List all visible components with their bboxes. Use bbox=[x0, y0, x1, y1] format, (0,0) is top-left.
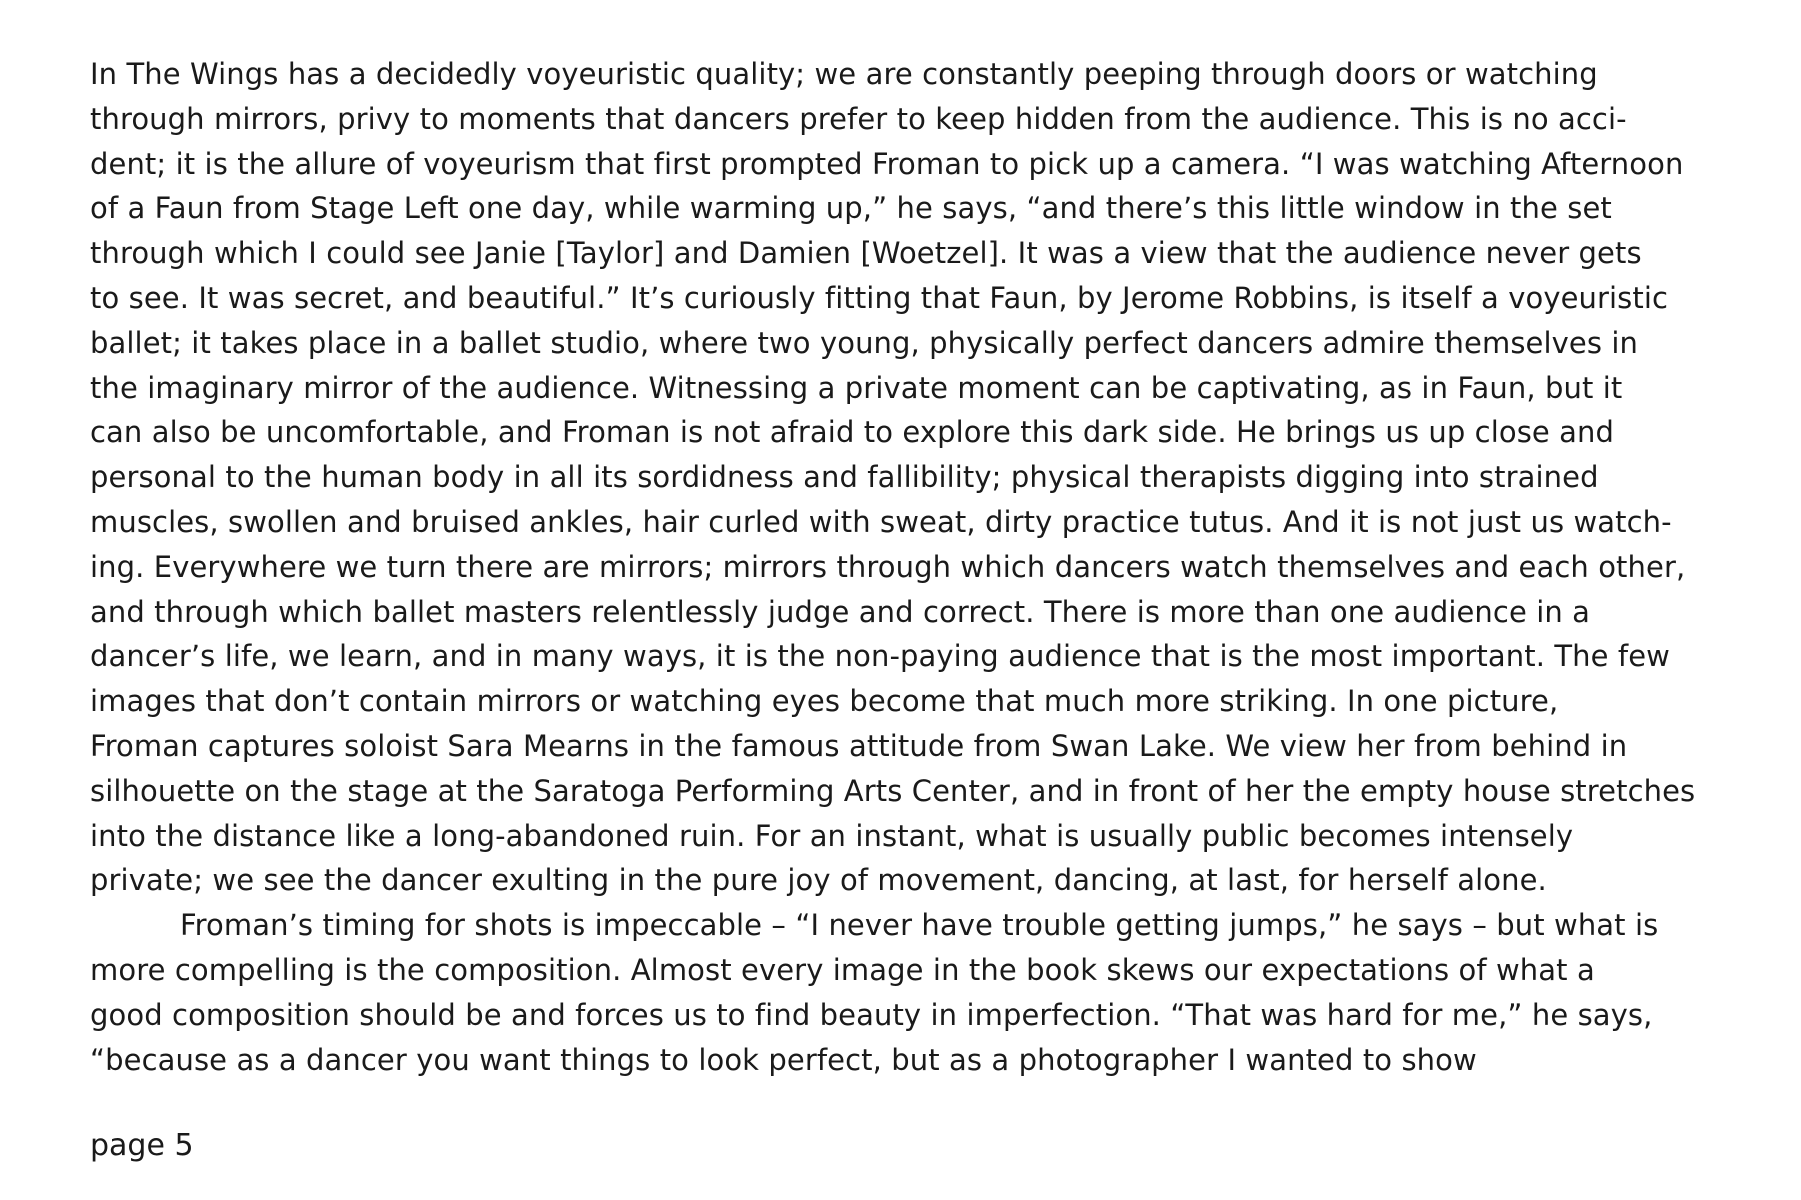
text-line: muscles, swollen and bruised ankles, hair curled with sweat, dirty practice tutus. And it is not just us watch- bbox=[90, 504, 1672, 539]
text-line: personal to the human body in all its sordidness and fallibility; physical therapists digging into strained bbox=[90, 460, 1599, 495]
text-line: In The Wings has a decidedly voyeuristic quality; we are constantly peeping through doors or watching bbox=[90, 57, 1598, 91]
text-line: through mirrors, privy to moments that dancers prefer to keep hidden from the audience. This is no acci- bbox=[90, 101, 1627, 136]
paragraph-start-line: Froman’s timing for shots is impeccable – “I never have trouble getting jumps,” he says – but what is bbox=[180, 908, 1659, 943]
text-line: the imaginary mirror of the audience. Witnessing a private moment can be captivating, as in Faun, but it bbox=[90, 370, 1623, 405]
page-number: page 5 bbox=[90, 1128, 194, 1163]
text-line: of a Faun from Stage Left one day, while warming up,” he says, “and there’s this little window in the set bbox=[90, 191, 1612, 226]
text-line: private; we see the dancer exulting in the pure joy of movement, dancing, at last, for herself alone. bbox=[90, 863, 1547, 898]
text-line: images that don’t contain mirrors or watching eyes become that much more striking. In one picture, bbox=[90, 684, 1559, 719]
text-line: can also be uncomfortable, and Froman is not afraid to explore this dark side. He brings us up close and bbox=[90, 415, 1615, 450]
text-line: through which I could see Janie [Taylor] and Damien [Woetzel]. It was a view that the audience never gets bbox=[90, 236, 1642, 271]
body-text bbox=[90, 52, 1780, 1082]
text-line: more compelling is the composition. Almost every image in the book skews our expectations of what a bbox=[90, 952, 1595, 987]
text-line: Froman captures soloist Sara Mearns in the famous attitude from Swan Lake. We view her from behind in bbox=[90, 728, 1628, 763]
text-line: ballet; it takes place in a ballet studio, where two young, physically perfect dancers admire themselves in bbox=[90, 325, 1638, 360]
text-line: to see. It was secret, and beautiful.” It’s curiously fitting that Faun, by Jerome Robbins, is itself a voyeuristic bbox=[90, 280, 1669, 315]
text-line: “because as a dancer you want things to look perfect, but as a photographer I wanted to show bbox=[90, 1042, 1477, 1077]
text-line: good composition should be and forces us to find beauty in imperfection. “That was hard for me,” he says, bbox=[90, 997, 1653, 1032]
text-line: into the distance like a long-abandoned ruin. For an instant, what is usually public becomes intensely bbox=[90, 818, 1574, 853]
text-line: ing. Everywhere we turn there are mirrors; mirrors through which dancers watch themselves and each other, bbox=[90, 549, 1686, 584]
text-line: and through which ballet masters relentlessly judge and correct. There is more than one audience in a bbox=[90, 594, 1591, 629]
text-line: dancer’s life, we learn, and in many ways, it is the non-paying audience that is the most important. The few bbox=[90, 639, 1670, 674]
text-line: silhouette on the stage at the Saratoga Performing Arts Center, and in front of her the empty house stretches bbox=[90, 773, 1696, 808]
text-line: dent; it is the allure of voyeurism that first prompted Froman to pick up a camera. “I was watching Afternoon bbox=[90, 146, 1684, 181]
